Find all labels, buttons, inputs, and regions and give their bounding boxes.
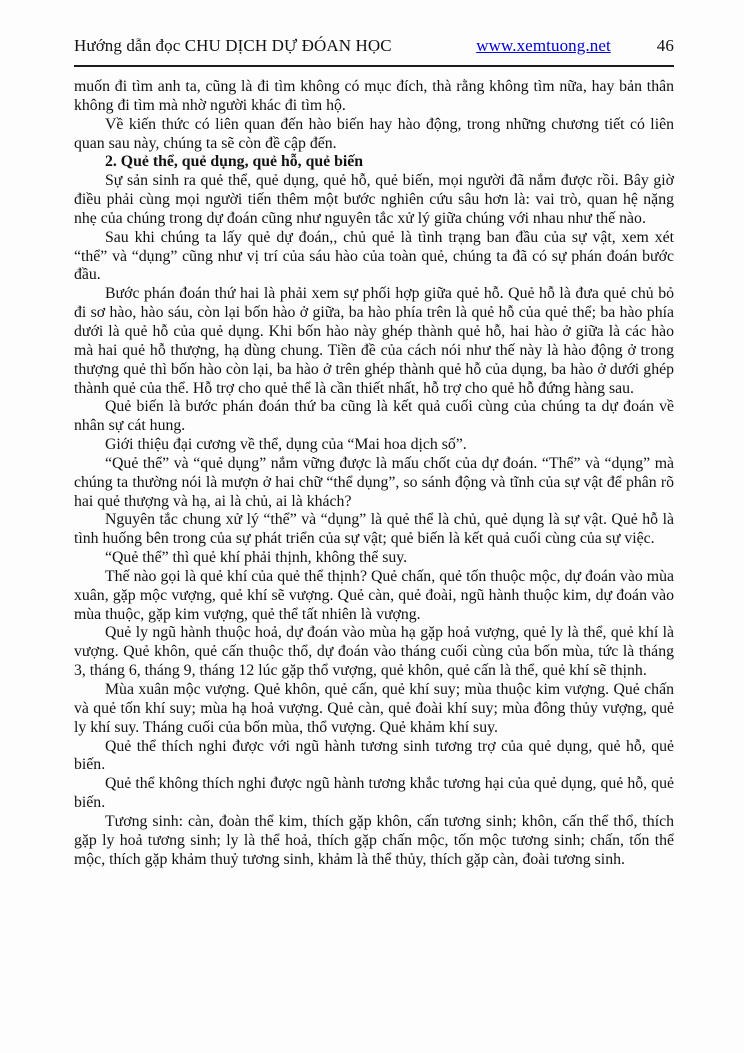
paragraph: Về kiến thức có liên quan đến hào biến hay hào động, trong những chương tiết có liên quan sau này, chúng ta sẽ còn đề cập đến. xyxy=(74,115,674,152)
paragraph: muốn đi tìm anh ta, cũng là đi tìm không có mục đích, thà rằng không tìm nữa, hay bản thân không đi tìm mà nhờ người khác đi tìm hộ. xyxy=(74,78,674,114)
paragraph: Quẻ thể thích nghi được với ngũ hành tương sinh tương trợ của quẻ dụng, quẻ hỗ, quẻ biến. xyxy=(74,737,674,774)
section-heading: 2. Quẻ thể, quẻ dụng, quẻ hỗ, quẻ biến xyxy=(105,153,364,171)
page-header xyxy=(74,36,674,56)
page-number: 46 xyxy=(656,36,674,55)
paragraph: “Quẻ thể” và “quẻ dụng” nắm vững được là mấu chốt của dự đoán. “Thể” và “dụng” mà chúng ta thường nói là mượn ở hai chữ “thể dụng”, so sánh động và tĩnh của sự vật để phân rõ hai quẻ thượng và hạ, ai là chủ, ai là khách? xyxy=(74,454,674,510)
paragraph: Thế nào gọi là quẻ khí của quẻ thể thịnh? Quẻ chấn, quẻ tốn thuộc mộc, dự đoán vào mùa xuân, gặp mộc vượng, quẻ khí sẽ vượng. Quẻ càn, quẻ đoài, ngũ hành thuộc kim, dự đoán vào mùa thuộc, gặp kim vượng, quẻ thể tất nhiên là vượng. xyxy=(74,567,674,623)
paragraph: Sau khi chúng ta lấy quẻ dự đoán,, chủ quẻ là tình trạng ban đầu của sự vật, xem xét “thể” và “dụng” cũng như vị trí của sáu hào của toàn quẻ, chúng ta đã có sự phán đoán bước đầu. xyxy=(74,228,674,284)
paragraph: Tương sinh: càn, đoàn thể kim, thích gặp khôn, cấn tương sinh; khôn, cấn thể thổ, thích gặp ly hoả tương sinh; ly là thể hoả, thích gặp chấn mộc, tốn mộc tương sinh; chấn, tốn thể mộc, thích gặp khảm thuỷ tương sinh, khảm là thể thủy, thích gặp càn, đoài tương sinh. xyxy=(74,812,674,868)
paragraph: Quẻ thể không thích nghi được ngũ hành tương khắc tương hại của quẻ dụng, quẻ hỗ, quẻ biến. xyxy=(74,775,674,812)
paragraph: Quẻ ly ngũ hành thuộc hoả, dự đoán vào mùa hạ gặp hoả vượng, quẻ ly là thể, quẻ khí là vượng. Quẻ khôn, quẻ cấn thuộc thổ, dự đoán vào tháng cuối cùng của bốn mùa, tức là tháng 3, tháng 6, tháng 9, tháng 12 lúc gặp thổ vượng, quẻ khôn, quẻ cấn là thể, quẻ khí sẽ thịnh. xyxy=(74,624,674,680)
header-title: Hướng dẫn đọc CHU DỊCH DỰ ĐÓAN HỌC xyxy=(74,36,392,55)
paragraph: Sự sản sinh ra quẻ thể, quẻ dụng, quẻ hỗ, quẻ biến, mọi người đã nắm được rồi. Bây giờ điều phải cùng mọi người tiến thêm một bước nghiên cứu sâu hơn là: vai trò, quan hệ nặng nhẹ của chúng trong dự đoán cũng như nguyên tắc xử lý giữa chúng với nhau như thế nào. xyxy=(74,172,674,227)
paragraph: Quẻ biến là bước phán đoán thứ ba cũng là kết quả cuối cùng của chúng ta dự đoán về nhân sự cát hung. xyxy=(74,398,674,435)
website-link[interactable]: www.xemtuong.net xyxy=(476,36,611,55)
paragraph: “Quẻ thể” thì quẻ khí phải thịnh, không thể suy. xyxy=(105,549,408,567)
paragraph: Mùa xuân mộc vượng. Quẻ khôn, quẻ cấn, quẻ khí suy; mùa thuộc kim vượng. Quẻ chấn và quẻ tốn khí suy; mùa hạ hoả vượng. Quẻ càn, quẻ đoài khí suy; mùa đông thủy vượng, quẻ ly khí suy. Tháng cuối của bốn mùa, thổ vượng. Quẻ khảm khí suy. xyxy=(74,681,674,736)
paragraph: Bước phán đoán thứ hai là phải xem sự phối hợp giữa quẻ hỗ. Quẻ hỗ là đưa quẻ chủ bỏ đi sơ hào, hào sáu, còn lại bốn hào ở giữa, ba hào phía trên là quẻ hỗ của quẻ thể; ba hào phía dưới là quẻ hỗ của quẻ dụng. Khi bốn hào này ghép thành quẻ hỗ, hai hào ở giữa là các hào mà hai quẻ hỗ thượng, hạ dùng chung. Tiền đề của cách nói như thế này là hào động ở trong thượng quẻ thì bốn hào còn lại, ba hào ở trên ghép thành quẻ hỗ của dụng, ba hào ở dưới ghép thành quẻ của thể. Hỗ trợ cho quẻ thể là cần thiết nhất, hỗ trợ cho quẻ hỗ đứng hàng sau. xyxy=(74,285,674,397)
paragraph: Giới thiệu đại cương về thể, dụng của “Mai hoa dịch số”. xyxy=(105,436,467,454)
paragraph: Nguyên tắc chung xử lý “thể” và “dụng” là quẻ thể là chủ, quẻ dụng là sự vật. Quẻ hỗ là tình huống bên trong của sự phát triển của sự vật; quẻ biến là kết quả cuối cùng của sự việc. xyxy=(74,511,674,548)
header-divider xyxy=(74,65,674,67)
header-right-group xyxy=(476,36,674,56)
document-body xyxy=(74,78,674,869)
